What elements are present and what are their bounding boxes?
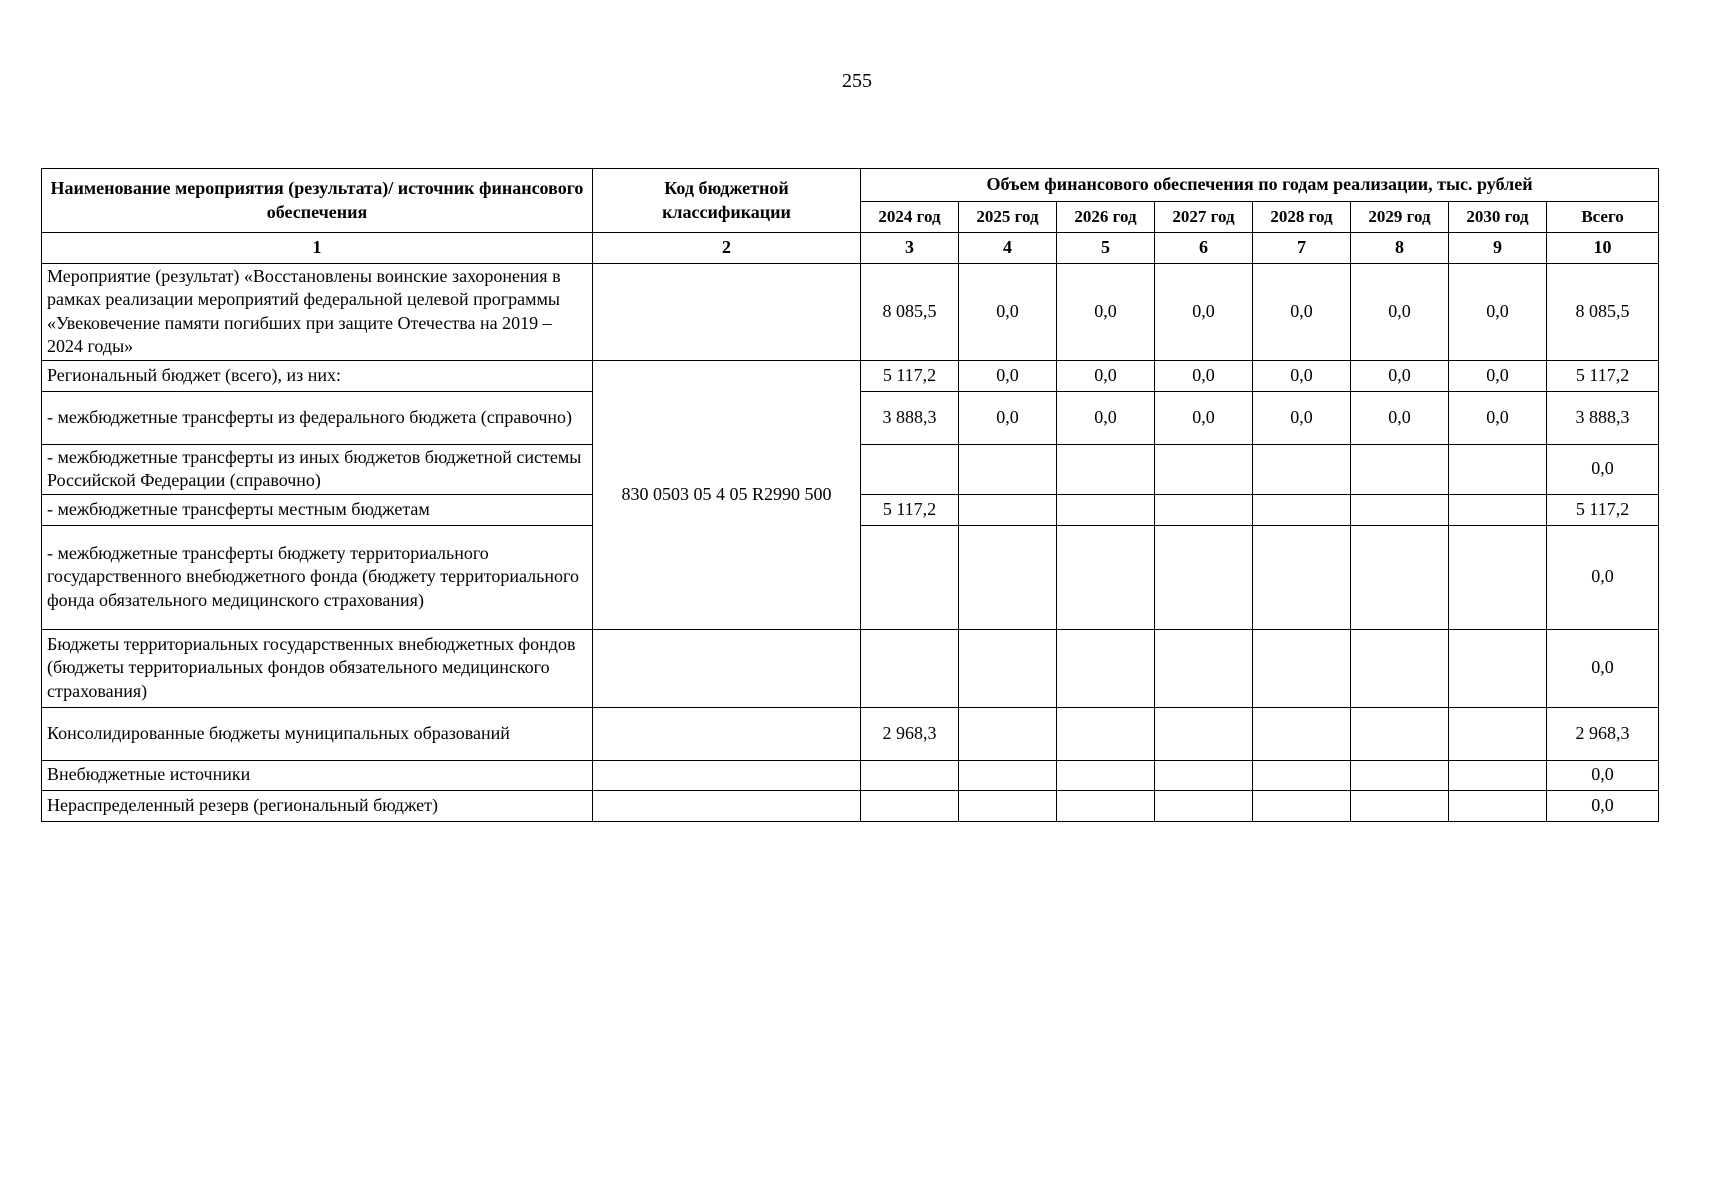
value-cell [959,707,1057,760]
value-cell: 0,0 [1449,264,1547,361]
value-cell [861,629,959,707]
value-cell: 0,0 [1449,391,1547,444]
value-cell: 0,0 [1547,629,1659,707]
column-number: 9 [1449,233,1547,264]
row-name: Мероприятие (результат) «Восстановлены воинские захоронения в рамках реализации мероприятий федеральной целевой программы «Увековечение памяти погибших при защите Отечества на 2019 – 2024 годы» [42,264,593,361]
value-cell [1253,629,1351,707]
header-year-2027: 2027 год [1155,202,1253,233]
row-code [593,790,861,821]
row-name: - межбюджетные трансферты из иных бюджетов бюджетной системы Российской Федерации (справочно) [42,444,593,494]
value-cell [1449,494,1547,525]
value-cell: 0,0 [1253,264,1351,361]
row-code [593,629,861,707]
row-name: Консолидированные бюджеты муниципальных образований [42,707,593,760]
value-cell [1057,525,1155,629]
value-cell: 0,0 [959,391,1057,444]
value-cell: 0,0 [1057,391,1155,444]
value-cell: 0,0 [1547,790,1659,821]
value-cell [1351,760,1449,790]
row-name: - межбюджетные трансферты из федерального бюджета (справочно) [42,391,593,444]
column-number: 7 [1253,233,1351,264]
value-cell: 0,0 [1547,444,1659,494]
value-cell: 3 888,3 [1547,391,1659,444]
table-row [42,760,1659,790]
value-cell [1449,629,1547,707]
column-number: 5 [1057,233,1155,264]
header-total: Всего [1547,202,1659,233]
page-number: 255 [842,70,872,92]
value-cell [1351,629,1449,707]
value-cell [1351,707,1449,760]
value-cell: 0,0 [959,360,1057,391]
row-name: Бюджеты территориальных государственных внебюджетных фондов (бюджеты территориальных фондов обязательного медицинского страхования) [42,629,593,707]
header-year-2025: 2025 год [959,202,1057,233]
column-number: 3 [861,233,959,264]
value-cell: 0,0 [1449,360,1547,391]
row-code [593,264,861,361]
value-cell [1253,444,1351,494]
value-cell: 5 117,2 [861,494,959,525]
row-name: - межбюджетные трансферты бюджету территориального государственного внебюджетного фонда (бюджету территориального фонда обязательного медицинского страхования) [42,525,593,629]
header-name-column: Наименование мероприятия (результата)/ источник финансового обеспечения [42,169,593,233]
value-cell: 5 117,2 [1547,360,1659,391]
column-numbers-row [42,233,1659,264]
value-cell [1155,760,1253,790]
value-cell [1155,525,1253,629]
value-cell [1351,790,1449,821]
column-number: 6 [1155,233,1253,264]
table-row [42,707,1659,760]
value-cell [1449,707,1547,760]
value-cell [1155,629,1253,707]
value-cell [959,525,1057,629]
value-cell [1351,525,1449,629]
header-year-2024: 2024 год [861,202,959,233]
column-number: 8 [1351,233,1449,264]
value-cell: 0,0 [1547,525,1659,629]
row-code [593,760,861,790]
budget-classification-code: 830 0503 05 4 05 R2990 500 [593,360,861,629]
value-cell [1253,707,1351,760]
value-cell: 8 085,5 [1547,264,1659,361]
table-row [42,790,1659,821]
row-name: Региональный бюджет (всего), из них: [42,360,593,391]
value-cell [959,494,1057,525]
value-cell [1057,707,1155,760]
value-cell [1057,760,1155,790]
value-cell [959,760,1057,790]
header-row-top [42,169,1659,202]
table-row [42,264,1659,361]
value-cell: 0,0 [1155,264,1253,361]
column-number: 4 [959,233,1057,264]
value-cell [861,525,959,629]
header-code-column: Код бюджетной классификации [593,169,861,233]
value-cell [1253,525,1351,629]
financing-table [41,168,1659,822]
value-cell: 0,0 [1253,391,1351,444]
value-cell: 0,0 [959,264,1057,361]
value-cell: 2 968,3 [1547,707,1659,760]
table-row [42,629,1659,707]
value-cell [1155,790,1253,821]
value-cell [1253,494,1351,525]
value-cell [861,760,959,790]
value-cell [959,790,1057,821]
value-cell: 5 117,2 [861,360,959,391]
row-name: - межбюджетные трансферты местным бюджетам [42,494,593,525]
value-cell [1155,707,1253,760]
value-cell [959,444,1057,494]
header-funding-group: Объем финансового обеспечения по годам реализации, тыс. рублей [861,169,1659,202]
value-cell: 0,0 [1057,360,1155,391]
value-cell [1253,790,1351,821]
value-cell: 2 968,3 [861,707,959,760]
column-number: 2 [593,233,861,264]
row-name: Нераспределенный резерв (региональный бюджет) [42,790,593,821]
header-year-2030: 2030 год [1449,202,1547,233]
value-cell: 0,0 [1057,264,1155,361]
value-cell: 0,0 [1351,264,1449,361]
value-cell [1057,790,1155,821]
value-cell [959,629,1057,707]
header-year-2029: 2029 год [1351,202,1449,233]
value-cell: 0,0 [1155,391,1253,444]
value-cell: 3 888,3 [861,391,959,444]
value-cell [1057,494,1155,525]
value-cell: 8 085,5 [861,264,959,361]
column-number: 10 [1547,233,1659,264]
column-number: 1 [42,233,593,264]
table-row [42,360,1659,391]
value-cell: 0,0 [1253,360,1351,391]
value-cell: 5 117,2 [1547,494,1659,525]
value-cell [1253,760,1351,790]
value-cell: 0,0 [1351,391,1449,444]
value-cell: 0,0 [1155,360,1253,391]
value-cell [1057,629,1155,707]
value-cell [1449,444,1547,494]
value-cell [1449,525,1547,629]
value-cell [1155,494,1253,525]
value-cell [861,444,959,494]
value-cell [861,790,959,821]
value-cell: 0,0 [1547,760,1659,790]
value-cell [1057,444,1155,494]
header-year-2028: 2028 год [1253,202,1351,233]
value-cell [1155,444,1253,494]
value-cell [1351,444,1449,494]
value-cell [1449,760,1547,790]
value-cell [1351,494,1449,525]
value-cell: 0,0 [1351,360,1449,391]
value-cell [1449,790,1547,821]
row-name: Внебюджетные источники [42,760,593,790]
row-code [593,707,861,760]
header-year-2026: 2026 год [1057,202,1155,233]
